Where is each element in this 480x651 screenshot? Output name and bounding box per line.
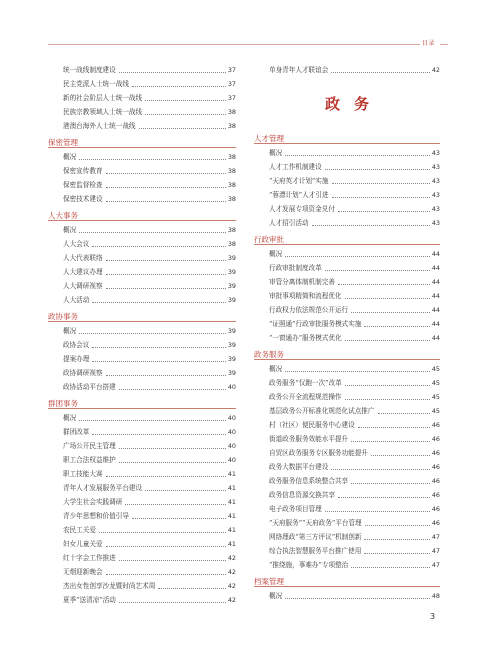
- toc-entry-page: 40: [227, 383, 236, 391]
- toc-entry-page: 39: [227, 341, 236, 349]
- toc-entry-title: 政协会议: [63, 341, 90, 349]
- toc-entry[interactable]: [48, 119, 236, 133]
- toc-entry[interactable]: [254, 390, 440, 404]
- section-heading: [48, 309, 236, 324]
- toc-entry-page: 47: [431, 561, 440, 569]
- toc-entry[interactable]: [48, 352, 236, 366]
- toc-entry-page: 38: [227, 240, 236, 248]
- section-heading-rule: [254, 359, 440, 360]
- dot-leader: [378, 413, 430, 414]
- dot-leader: [351, 312, 430, 313]
- section-heading-label: 人才管理: [254, 134, 284, 143]
- toc-entry-title: 民主党派人士统一战线: [63, 80, 129, 88]
- toc-entry[interactable]: [254, 146, 440, 160]
- toc-entry-title: “天府服务”“天府政务”平台管理: [269, 519, 362, 527]
- dot-leader: [119, 448, 226, 449]
- toc-entry-title: 统一战线制度建设: [63, 66, 116, 74]
- toc-entry[interactable]: [48, 192, 236, 206]
- dot-leader: [351, 567, 430, 568]
- toc-entry-page: 42: [227, 596, 236, 604]
- section-heading-label: 群团事务: [48, 399, 78, 408]
- toc-entry-title: 人才招引活动: [269, 219, 309, 227]
- toc-entry-title: 人大代表联络: [63, 254, 103, 262]
- toc-entry-page: 41: [227, 484, 236, 492]
- toc-entry[interactable]: [254, 418, 440, 432]
- toc-entry-title: 人大建议办理: [63, 268, 103, 276]
- toc-entry-page: 40: [227, 428, 236, 436]
- toc-entry-page: 41: [227, 512, 236, 520]
- section-heading-label: 政务服务: [254, 350, 284, 359]
- toc-entry-title: 街道政务服务效能水平提升: [269, 435, 349, 443]
- toc-right-column: [254, 63, 440, 603]
- toc-entry-page: 43: [431, 149, 440, 157]
- toc-entry[interactable]: [48, 509, 236, 523]
- toc-entry-page: 40: [227, 456, 236, 464]
- section-heading-label: 人大事务: [48, 211, 78, 220]
- toc-entry-title: 无烟迎新晚会: [63, 568, 103, 576]
- dot-leader: [365, 525, 430, 526]
- toc-entry-page: 42: [227, 554, 236, 562]
- dot-leader: [331, 469, 430, 470]
- toc-entry-page: 39: [227, 282, 236, 290]
- toc-entry[interactable]: [48, 77, 236, 91]
- dot-leader: [106, 260, 226, 261]
- toc-entry[interactable]: [254, 317, 440, 331]
- toc-entry-page: 38: [227, 153, 236, 161]
- toc-entry[interactable]: [254, 558, 440, 572]
- toc-entry-page: 47: [431, 547, 440, 555]
- dot-leader: [331, 72, 430, 73]
- toc-entry[interactable]: [254, 331, 440, 345]
- header-rule-end: [440, 44, 448, 45]
- toc-entry[interactable]: [48, 105, 236, 119]
- toc-entry[interactable]: [254, 202, 440, 216]
- toc-entry-page: 38: [227, 167, 236, 175]
- toc-entry-page: 37: [227, 80, 236, 88]
- dot-leader: [92, 302, 225, 303]
- toc-entry[interactable]: [48, 178, 236, 192]
- toc-entry-title: 单身青年人才联谊会: [269, 66, 329, 74]
- toc-entry-page: 48: [431, 592, 440, 600]
- toc-entry-page: 46: [431, 477, 440, 485]
- toc-entry-page: 47: [431, 533, 440, 541]
- dot-leader: [338, 284, 430, 285]
- toc-entry-page: 40: [227, 414, 236, 422]
- toc-entry-page: 43: [431, 191, 440, 199]
- section-heading-rule: [48, 408, 236, 409]
- dot-leader: [338, 497, 430, 498]
- toc-entry-page: 45: [431, 407, 440, 415]
- toc-entry[interactable]: [48, 279, 236, 293]
- dot-leader: [139, 128, 226, 129]
- dot-leader: [132, 86, 226, 87]
- dot-leader: [345, 340, 430, 341]
- dot-leader: [79, 333, 226, 334]
- toc-entry[interactable]: [48, 523, 236, 537]
- dot-leader: [351, 483, 430, 484]
- toc-entry[interactable]: [48, 565, 236, 579]
- toc-entry[interactable]: [254, 160, 440, 174]
- toc-entry-title: “推绕施，事难办”专项整治: [269, 561, 349, 569]
- toc-entry-page: 46: [431, 519, 440, 527]
- toc-entry-page: 42: [431, 66, 440, 74]
- toc-entry-page: 39: [227, 296, 236, 304]
- toc-entry-title: 村（社区）便民服务中心建设: [269, 421, 355, 429]
- toc-entry[interactable]: [48, 63, 236, 77]
- toc-entry-page: 44: [431, 278, 440, 286]
- toc-entry-page: 46: [431, 449, 440, 457]
- toc-entry-page: 41: [227, 470, 236, 478]
- dot-leader: [325, 511, 430, 512]
- dot-leader: [92, 347, 225, 348]
- toc-entry-page: 37: [227, 66, 236, 74]
- toc-entry-title: 概况: [63, 153, 77, 161]
- toc-entry[interactable]: [48, 366, 236, 380]
- dot-leader: [92, 246, 225, 247]
- toc-entry-title: “一窗通办”服务模式优化: [269, 334, 342, 342]
- toc-entry-page: 44: [431, 320, 440, 328]
- toc-entry-title: 概况: [269, 592, 283, 600]
- toc-entry-page: 43: [431, 163, 440, 171]
- section-heading-label: 政协事务: [48, 312, 78, 321]
- dot-leader: [106, 274, 226, 275]
- section-heading: [254, 347, 440, 362]
- toc-entry[interactable]: [48, 265, 236, 279]
- toc-entry-page: 46: [431, 463, 440, 471]
- dot-leader: [358, 427, 430, 428]
- dot-leader: [312, 225, 430, 226]
- toc-entry-page: 46: [431, 435, 440, 443]
- toc-entry-title: 职工技能大赛: [63, 470, 103, 478]
- toc-entry-title: 政务信息资源交换共享: [269, 491, 335, 499]
- section-heading-label: 档案管理: [254, 577, 284, 586]
- dot-leader: [106, 288, 226, 289]
- dot-leader: [106, 201, 226, 202]
- toc-entry-title: 政务公开全流程规范操作: [269, 393, 342, 401]
- toc-entry-page: 39: [227, 268, 236, 276]
- toc-entry-page: 44: [431, 334, 440, 342]
- toc-entry[interactable]: [48, 164, 236, 178]
- dot-leader: [285, 598, 430, 599]
- toc-entry[interactable]: [254, 247, 440, 261]
- toc-entry-page: 46: [431, 491, 440, 499]
- section-heading-rule: [48, 321, 236, 322]
- page-number: 3: [430, 612, 436, 621]
- dot-leader: [158, 588, 226, 589]
- header-rule: [48, 44, 420, 45]
- toc-entry[interactable]: [48, 425, 236, 439]
- toc-entry-title: “证照通”行政审批服务模式实施: [269, 320, 362, 328]
- toc-entry[interactable]: [254, 589, 440, 603]
- dot-leader: [285, 371, 430, 372]
- toc-entry-title: 群团改革: [63, 428, 90, 436]
- toc-entry-page: 42: [227, 568, 236, 576]
- dot-leader: [99, 532, 226, 533]
- toc-entry[interactable]: [254, 474, 440, 488]
- toc-entry-title: 概况: [63, 226, 77, 234]
- section-heading: [254, 131, 440, 146]
- toc-entry-title: 职工合法权益维护: [63, 456, 116, 464]
- toc-entry-title: 港澳台海外人士统一战线: [63, 122, 136, 130]
- toc-entry[interactable]: [48, 439, 236, 453]
- dot-leader: [332, 183, 430, 184]
- dot-leader: [345, 399, 430, 400]
- toc-entry[interactable]: [254, 432, 440, 446]
- toc-entry-title: “天府英才计划”实施: [269, 177, 329, 185]
- dot-leader: [106, 546, 226, 547]
- toc-entry-title: 青年人才发展服务平台建设: [63, 484, 143, 492]
- dot-leader: [125, 504, 226, 505]
- toc-entry[interactable]: [254, 488, 440, 502]
- toc-entry-page: 43: [431, 205, 440, 213]
- toc-entry-title: 基层政务公开标准化规范化试点推广: [269, 407, 375, 415]
- toc-entry[interactable]: [254, 303, 440, 317]
- toc-entry-page: 45: [431, 379, 440, 387]
- section-heading-label: 保密管理: [48, 138, 78, 147]
- toc-entry-title: 广场公开民主管理: [63, 442, 116, 450]
- toc-entry-page: 38: [227, 226, 236, 234]
- toc-entry-title: 自贸区政务服务专区服务功能提升: [269, 449, 368, 457]
- dot-leader: [106, 375, 226, 376]
- toc-entry-title: 人大活动: [63, 296, 90, 304]
- toc-entry-title: 电子政务项目管理: [269, 505, 322, 513]
- toc-entry[interactable]: [48, 223, 236, 237]
- toc-entry-title: 网络理政“第三方评议”机制创新: [269, 533, 362, 541]
- toc-entry-page: 44: [431, 250, 440, 258]
- toc-entry-title: 人大会议: [63, 240, 90, 248]
- section-heading-label: 行政审批: [254, 235, 284, 244]
- toc-entry[interactable]: [254, 460, 440, 474]
- toc-entry[interactable]: [48, 495, 236, 509]
- dot-leader: [132, 518, 226, 519]
- dot-leader: [364, 539, 429, 540]
- toc-entry[interactable]: [48, 467, 236, 481]
- toc-entry[interactable]: [48, 91, 236, 105]
- toc-entry[interactable]: [48, 380, 236, 394]
- toc-entry-page: 39: [227, 369, 236, 377]
- toc-entry-title: 民族宗教领域人士统一战线: [63, 108, 143, 116]
- toc-entry-title: 行政权力依法规范公开运行: [269, 306, 349, 314]
- toc-entry-page: 38: [227, 108, 236, 116]
- dot-leader: [325, 169, 430, 170]
- toc-entry-title: 提案办理: [63, 355, 90, 363]
- toc-entry[interactable]: [254, 261, 440, 275]
- toc-entry[interactable]: [254, 289, 440, 303]
- dot-leader: [119, 602, 226, 603]
- dot-leader: [338, 211, 430, 212]
- part-title: 政务: [324, 94, 383, 113]
- dot-leader: [364, 326, 429, 327]
- toc-entry-page: 45: [431, 365, 440, 373]
- running-header-label: 目录: [422, 40, 436, 47]
- section-heading-rule: [254, 586, 440, 587]
- toc-entry-page: 39: [227, 254, 236, 262]
- dot-leader: [145, 114, 226, 115]
- toc-entry-title: 大学生社会实践调研: [63, 498, 123, 506]
- toc-entry[interactable]: [254, 174, 440, 188]
- toc-entry[interactable]: [48, 593, 236, 607]
- toc-entry-title: 行政审批制度改革: [269, 264, 322, 272]
- dot-leader: [371, 455, 430, 456]
- dot-leader: [285, 155, 430, 156]
- toc-entry[interactable]: [254, 530, 440, 544]
- toc-entry-page: 38: [227, 122, 236, 130]
- toc-entry-page: 43: [431, 219, 440, 227]
- dot-leader: [119, 462, 226, 463]
- toc-entry[interactable]: [48, 453, 236, 467]
- toc-entry-title: 审管分离体制机制完善: [269, 278, 335, 286]
- toc-entry[interactable]: [48, 251, 236, 265]
- toc-entry[interactable]: [48, 293, 236, 307]
- toc-entry-title: 保密监督检查: [63, 181, 103, 189]
- toc-entry[interactable]: [254, 275, 440, 289]
- section-heading: [254, 232, 440, 247]
- toc-entry-page: 40: [227, 442, 236, 450]
- section-heading: [48, 208, 236, 223]
- toc-entry-title: 综合执法智慧服务平台推广使用: [269, 547, 362, 555]
- toc-entry-title: 人才工作机制建设: [269, 163, 322, 171]
- toc-entry-page: 39: [227, 355, 236, 363]
- toc-entry-page: 39: [227, 327, 236, 335]
- dot-leader: [145, 100, 226, 101]
- dot-leader: [79, 159, 226, 160]
- toc-entry-title: 人大调研视察: [63, 282, 103, 290]
- toc-entry[interactable]: [254, 516, 440, 530]
- toc-entry-title: 政务服务“仅跑一次”改革: [269, 379, 342, 387]
- toc-entry-title: 青少年思想和价值引导: [63, 512, 129, 520]
- toc-entry-page: 44: [431, 292, 440, 300]
- dot-leader: [345, 298, 430, 299]
- toc-entry-page: 44: [431, 264, 440, 272]
- toc-entry-title: 政务服务信息系统整合共享: [269, 477, 349, 485]
- toc-entry[interactable]: [254, 188, 440, 202]
- toc-entry[interactable]: [254, 63, 440, 77]
- toc-entry-title: 概况: [63, 327, 77, 335]
- section-heading: [48, 396, 236, 411]
- toc-entry-title: 保密宣传教育: [63, 167, 103, 175]
- dot-leader: [351, 441, 430, 442]
- toc-entry-page: 41: [227, 540, 236, 548]
- toc-entry-title: 概况: [269, 250, 283, 258]
- toc-entry[interactable]: [48, 324, 236, 338]
- toc-entry-title: 人才发展专项资金兑付: [269, 205, 335, 213]
- toc-entry[interactable]: [48, 551, 236, 565]
- toc-entry[interactable]: [254, 446, 440, 460]
- dot-leader: [119, 560, 226, 561]
- toc-entry-title: 政协调研视察: [63, 369, 103, 377]
- toc-entry[interactable]: [48, 537, 236, 551]
- dot-leader: [325, 270, 430, 271]
- toc-entry-title: 政协活动平台搭建: [63, 383, 116, 391]
- section-heading: [48, 135, 236, 150]
- dot-leader: [79, 420, 226, 421]
- dot-leader: [79, 232, 226, 233]
- toc-entry-page: 41: [227, 526, 236, 534]
- toc-entry[interactable]: [48, 481, 236, 495]
- toc-entry[interactable]: [48, 338, 236, 352]
- toc-entry-title: 概况: [269, 149, 283, 157]
- toc-entry-page: 43: [431, 177, 440, 185]
- toc-entry-page: 46: [431, 505, 440, 513]
- toc-entry-title: 红十字会工作推进: [63, 554, 116, 562]
- section-heading-rule: [254, 244, 440, 245]
- dot-leader: [106, 574, 226, 575]
- toc-entry[interactable]: [254, 376, 440, 390]
- dot-leader: [106, 187, 226, 188]
- toc-entry-page: 44: [431, 306, 440, 314]
- toc-entry-title: 夏季“送清凉”活动: [63, 596, 116, 604]
- toc-entry-page: 45: [431, 393, 440, 401]
- dot-leader: [345, 385, 430, 386]
- toc-entry-page: 42: [227, 582, 236, 590]
- toc-entry[interactable]: [48, 411, 236, 425]
- dot-leader: [364, 553, 430, 554]
- toc-entry[interactable]: [254, 502, 440, 516]
- toc-entry-page: 38: [227, 195, 236, 203]
- toc-entry-title: 杰出女性创享沙龙暨时尚艺术周: [63, 582, 156, 590]
- dot-leader: [106, 476, 226, 477]
- dot-leader: [332, 197, 430, 198]
- dot-leader: [285, 256, 430, 257]
- toc-entry-title: 新的社会阶层人士统一战线: [63, 94, 143, 102]
- section-heading-rule: [48, 220, 236, 221]
- dot-leader: [119, 389, 226, 390]
- toc-entry-title: 概况: [63, 414, 77, 422]
- toc-entry-title: 概况: [269, 365, 283, 373]
- dot-leader: [92, 361, 225, 362]
- toc-entry[interactable]: [48, 579, 236, 593]
- toc-entry[interactable]: [254, 404, 440, 418]
- dot-leader: [119, 72, 226, 73]
- dot-leader: [106, 173, 226, 174]
- toc-entry-title: 妇女儿童关爱: [63, 540, 103, 548]
- toc-entry[interactable]: [254, 362, 440, 376]
- toc-entry-page: 38: [227, 181, 236, 189]
- toc-entry[interactable]: [254, 216, 440, 230]
- toc-entry-page: 37: [227, 94, 236, 102]
- dot-leader: [92, 434, 225, 435]
- toc-entry-title: 保密技术建设: [63, 195, 103, 203]
- toc-entry-page: 41: [227, 498, 236, 506]
- toc-entry-title: “蓉漂计划”人才引进: [269, 191, 329, 199]
- toc-entry[interactable]: [48, 237, 236, 251]
- dot-leader: [145, 490, 226, 491]
- section-heading: [254, 574, 440, 589]
- toc-entry[interactable]: [48, 150, 236, 164]
- toc-left-column: [48, 63, 236, 607]
- toc-entry-title: 审批事项精简和流程优化: [269, 292, 342, 300]
- toc-entry-page: 46: [431, 421, 440, 429]
- section-heading-rule: [254, 143, 440, 144]
- toc-entry[interactable]: [254, 544, 440, 558]
- section-heading-rule: [48, 147, 236, 148]
- toc-entry-title: 政务大数据平台建设: [269, 463, 329, 471]
- toc-entry-title: 农民工关爱: [63, 526, 96, 534]
